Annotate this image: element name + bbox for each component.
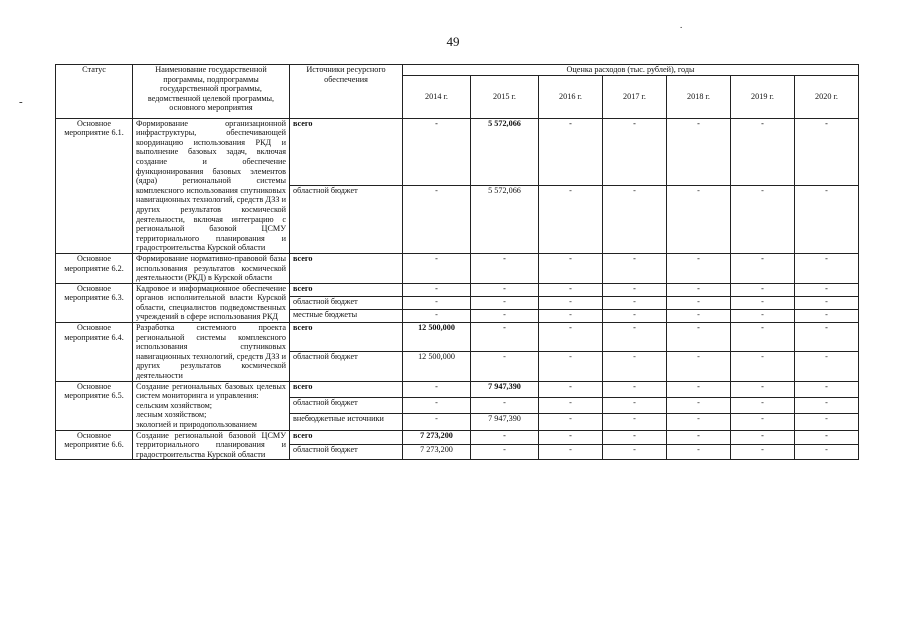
row-value: - xyxy=(403,253,471,283)
row-value: - xyxy=(539,283,603,296)
margin-dash: - xyxy=(19,96,23,108)
header-year: 2015 г. xyxy=(471,75,539,118)
row-value: - xyxy=(403,186,471,254)
row-value: - xyxy=(795,283,859,296)
row-value: - xyxy=(795,397,859,413)
row-value: - xyxy=(667,323,731,352)
row-value: - xyxy=(403,381,471,397)
row-value: - xyxy=(731,323,795,352)
row-value: - xyxy=(539,381,603,397)
row-value: - xyxy=(603,323,667,352)
row-status: Основное мероприятие 6.6. xyxy=(56,430,133,460)
row-value: - xyxy=(795,118,859,186)
row-value: - xyxy=(603,397,667,413)
row-name: Формирование нормативно-правовой базы использования результатов космической деятельности (РКД) в Курской области xyxy=(133,253,290,283)
row-value: - xyxy=(471,283,539,296)
row-value: - xyxy=(795,430,859,445)
row-name: Формирование организационной инфраструктуры, обеспечивающей координацию использования РКД и выполнение базовых задач, включая создание и обеспечение функционирования базовых элементов (ядра) региональной системы комплексного использования спутниковых навигационных технологий, средств ДЗЗ и других результатов космической деятельности, включая интеграцию с региональной базовой ЦСМУ территориального планирования и градостроительства Курской области xyxy=(133,118,290,253)
row-value: - xyxy=(403,283,471,296)
row-value: - xyxy=(667,445,731,460)
row-value: - xyxy=(667,309,731,322)
row-value: - xyxy=(795,323,859,352)
row-value: 7 273,200 xyxy=(403,430,471,445)
row-value: - xyxy=(795,253,859,283)
row-value: - xyxy=(603,430,667,445)
row-source: всего xyxy=(290,283,403,296)
row-value: - xyxy=(603,253,667,283)
row-value: - xyxy=(795,381,859,397)
row-source: всего xyxy=(290,430,403,445)
row-value: - xyxy=(403,414,471,430)
row-value: - xyxy=(471,323,539,352)
row-value: - xyxy=(667,186,731,254)
row-value: 7 947,390 xyxy=(471,414,539,430)
row-value: - xyxy=(603,186,667,254)
row-value: - xyxy=(403,118,471,186)
margin-dot: . xyxy=(680,20,683,30)
row-value: - xyxy=(539,253,603,283)
header-cost: Оценка расходов (тыс. рублей), годы xyxy=(403,65,859,76)
row-value: - xyxy=(539,397,603,413)
row-value: 12 500,000 xyxy=(403,323,471,352)
row-value: - xyxy=(471,397,539,413)
row-value: 12 500,000 xyxy=(403,352,471,381)
row-value: - xyxy=(731,430,795,445)
row-name-line: Создание региональных базовых целевых систем мониторинга и управления: xyxy=(136,381,286,401)
row-value: - xyxy=(539,296,603,309)
row-name-line: сельским хозяйством; xyxy=(136,400,213,410)
row-name: Разработка системного проекта региональной системы комплексного использования спутниковых навигационных технологий, средств ДЗЗ и других результатов космической деятельности xyxy=(133,323,290,382)
row-value: - xyxy=(403,296,471,309)
row-value: 5 572,066 xyxy=(471,118,539,186)
row-value: - xyxy=(471,296,539,309)
row-value: - xyxy=(731,186,795,254)
row-value: - xyxy=(471,430,539,445)
row-value: - xyxy=(731,414,795,430)
row-status: Основное мероприятие 6.1. xyxy=(56,118,133,253)
row-value: - xyxy=(471,445,539,460)
row-value: - xyxy=(731,118,795,186)
row-value: 5 572,066 xyxy=(471,186,539,254)
row-value: - xyxy=(539,352,603,381)
row-value: - xyxy=(603,352,667,381)
row-source: областной бюджет xyxy=(290,352,403,381)
row-source: местные бюджеты xyxy=(290,309,403,322)
table-row xyxy=(56,253,859,283)
row-value: - xyxy=(667,397,731,413)
row-value: - xyxy=(795,352,859,381)
header-source: Источники ресурсного обеспечения xyxy=(290,65,403,119)
row-name-line: экологией и природопользованием xyxy=(136,420,257,429)
row-value: - xyxy=(603,309,667,322)
page-number: 49 xyxy=(446,34,460,49)
row-value: - xyxy=(539,186,603,254)
table-row xyxy=(56,430,859,445)
row-value: - xyxy=(667,296,731,309)
row-source: всего xyxy=(290,118,403,186)
row-value: - xyxy=(603,296,667,309)
row-value: - xyxy=(731,445,795,460)
row-value: - xyxy=(403,309,471,322)
row-status: Основное мероприятие 6.4. xyxy=(56,323,133,382)
row-value: - xyxy=(731,283,795,296)
row-value: - xyxy=(539,118,603,186)
row-name: Создание региональной базовой ЦСМУ территориального планирования и градостроительства Курской области xyxy=(133,430,290,460)
header-status: Статус xyxy=(56,65,133,119)
header-year: 2018 г. xyxy=(667,75,731,118)
row-status: Основное мероприятие 6.3. xyxy=(56,283,133,322)
row-value: - xyxy=(667,430,731,445)
row-name-line: лесным хозяйством; xyxy=(136,410,207,420)
header-row xyxy=(56,65,859,76)
row-value: - xyxy=(667,414,731,430)
row-value: - xyxy=(731,381,795,397)
row-value: - xyxy=(471,253,539,283)
table-row xyxy=(56,381,859,397)
row-name xyxy=(133,381,290,430)
row-value: - xyxy=(667,253,731,283)
row-value: - xyxy=(539,323,603,352)
row-value: - xyxy=(471,309,539,322)
table-row xyxy=(56,118,859,186)
header-year: 2020 г. xyxy=(795,75,859,118)
row-value: - xyxy=(731,352,795,381)
row-value: - xyxy=(603,118,667,186)
row-value: - xyxy=(603,283,667,296)
row-value: - xyxy=(539,445,603,460)
row-value: - xyxy=(667,283,731,296)
row-status: Основное мероприятие 6.5. xyxy=(56,381,133,430)
row-value: - xyxy=(795,296,859,309)
row-value: - xyxy=(731,296,795,309)
table-row xyxy=(56,283,859,296)
row-value: - xyxy=(667,118,731,186)
row-value: - xyxy=(731,309,795,322)
row-value: - xyxy=(539,430,603,445)
table-row xyxy=(56,323,859,352)
row-status: Основное мероприятие 6.2. xyxy=(56,253,133,283)
row-value: - xyxy=(667,381,731,397)
budget-table xyxy=(55,64,859,460)
row-source: всего xyxy=(290,323,403,352)
row-value: - xyxy=(795,309,859,322)
row-value: - xyxy=(795,414,859,430)
header-year: 2019 г. xyxy=(731,75,795,118)
row-name: Кадровое и информационное обеспечение органов исполнительной власти Курской области, специалистов подведомственных учреждений в сфере использования РКД xyxy=(133,283,290,322)
row-value: - xyxy=(603,445,667,460)
row-value: 7 947,390 xyxy=(471,381,539,397)
row-source: областной бюджет xyxy=(290,296,403,309)
row-value: - xyxy=(603,414,667,430)
header-name: Наименование государственной программы, подпрограммы государственной программы, ведомственной целевой программы, основного мероприятия xyxy=(133,65,290,119)
row-value: - xyxy=(539,414,603,430)
row-source: внебюджетные источники xyxy=(290,414,403,430)
row-value: - xyxy=(539,309,603,322)
row-value: - xyxy=(403,397,471,413)
row-value: - xyxy=(731,397,795,413)
header-year: 2017 г. xyxy=(603,75,667,118)
header-year: 2016 г. xyxy=(539,75,603,118)
row-value: - xyxy=(795,186,859,254)
row-value: - xyxy=(731,253,795,283)
row-source: областной бюджет xyxy=(290,397,403,413)
row-value: - xyxy=(603,381,667,397)
row-value: - xyxy=(667,352,731,381)
row-source: всего xyxy=(290,253,403,283)
row-source: всего xyxy=(290,381,403,397)
row-value: - xyxy=(471,352,539,381)
row-source: областной бюджет xyxy=(290,186,403,254)
row-source: областной бюджет xyxy=(290,445,403,460)
row-value: - xyxy=(795,445,859,460)
header-year: 2014 г. xyxy=(403,75,471,118)
row-value: 7 273,200 xyxy=(403,445,471,460)
